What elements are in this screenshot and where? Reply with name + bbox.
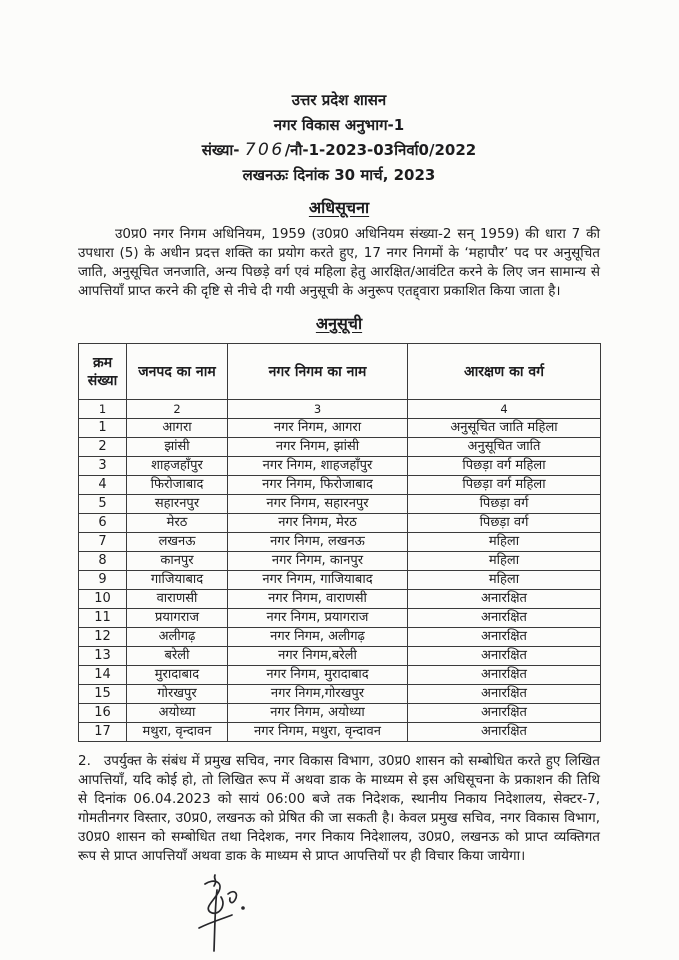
cell-serial: 6 — [79, 514, 127, 533]
cell-district: बरेली — [127, 647, 228, 666]
cell-serial: 3 — [79, 457, 127, 476]
table-row — [79, 438, 601, 457]
cell-serial: 8 — [79, 552, 127, 571]
table-row — [79, 533, 601, 552]
reference-number-handwritten: 706 — [244, 140, 285, 160]
cell-reservation: अनुसूचित जाति — [408, 438, 601, 457]
cell-corporation: नगर निगम, वाराणसी — [228, 590, 408, 609]
cell-corporation: नगर निगम, फिरोजाबाद — [228, 476, 408, 495]
table-row — [79, 609, 601, 628]
closing-paragraph — [78, 752, 600, 866]
cell-serial: 1 — [79, 419, 127, 438]
reference-suffix: /नौ-1-2023-03निर्वा0/2022 — [284, 141, 477, 159]
cell-district: कानपुर — [127, 552, 228, 571]
cell-district: सहारनपुर — [127, 495, 228, 514]
cell-reservation: पिछड़ा वर्ग — [408, 514, 601, 533]
cell-corporation: नगर निगम, कानपुर — [228, 552, 408, 571]
cell-serial: 12 — [79, 628, 127, 647]
cell-reservation: अनारक्षित — [408, 685, 601, 704]
table-row — [79, 457, 601, 476]
col-header-district: जनपद का नाम — [127, 344, 228, 400]
cell-district: प्रयागराज — [127, 609, 228, 628]
cell-corporation: नगर निगम, प्रयागराज — [228, 609, 408, 628]
cell-corporation: नगर निगम, आगरा — [228, 419, 408, 438]
department-section: नगर विकास अनुभाग-1 — [273, 116, 405, 134]
cell-corporation: नगर निगम, अयोध्या — [228, 704, 408, 723]
notification-paragraph: उ0प्र0 नगर निगम अधिनियम, 1959 (उ0प्र0 अधिनियम संख्या-2 सन् 1959) की धारा 7 की उपधारा (5) के अधीन प्रदत्त शक्ति का प्रयोग करते हुए, 17 नगर निगमों के ‘महापौर’ पद पर अनुसूचित जाति, अनुसूचित जनजाति, अन्य पिछड़े वर्ग एवं महिला हेतु आरक्षित/आवंटित करने के लिए जन सामान्य से आपत्तियाँ प्राप्त करने की दृष्टि से नीचे दी गयी अनुसूची के अनुरूप एतद्द्वारा प्रकाशित किया जाता है। — [78, 226, 600, 299]
place-date-line: लखनऊः दिनांक 30 मार्च, 2023 — [242, 166, 436, 184]
cell-reservation: महिला — [408, 571, 601, 590]
government-name: उत्तर प्रदेश शासन — [291, 91, 387, 109]
cell-reservation: अनारक्षित — [408, 723, 601, 742]
cell-reservation: अनारक्षित — [408, 647, 601, 666]
cell-corporation: नगर निगम,गोरखपुर — [228, 685, 408, 704]
col-header-corporation: नगर निगम का नाम — [228, 344, 408, 400]
cell-district: मेरठ — [127, 514, 228, 533]
cell-corporation: नगर निगम, गाजियाबाद — [228, 571, 408, 590]
cell-district: झांसी — [127, 438, 228, 457]
table-row — [79, 514, 601, 533]
closing-paragraph-text: उपर्युक्त के संबंध में प्रमुख सचिव, नगर विकास विभाग, उ0प्र0 शासन को सम्बोधित करते हुए लिखित आपत्तियाँ, यदि कोई हो, तो लिखित रूप में अथवा डाक के माध्यम से इस अधिसूचना के प्रकाशन की तिथि से दिनांक 06.04.2023 को सायं 06:00 बजे तक निदेशक, स्थानीय निकाय निदेशालय, सेक्टर-7, गोमतीनगर विस्तार, उ0प्र0, लखनऊ को प्रेषित की जा सकती है। केवल प्रमुख सचिव, नगर विकास विभाग, उ0प्र0 शासन को सम्बोधित तथा निदेशक, नगर निकाय निदेशालय, उ0प्र0, लखनऊ को प्राप्त व्यक्तिगत रूप से प्राप्त आपत्तियाँ अथवा डाक के माध्यम से प्राप्त आपत्तियों पर ही विचार किया जायेगा। — [78, 753, 600, 864]
col-header-serial: क्रम संख्या — [79, 344, 127, 400]
cell-corporation: नगर निगम, शाहजहाँपुर — [228, 457, 408, 476]
cell-corporation: नगर निगम, अलीगढ़ — [228, 628, 408, 647]
notification-heading: अधिसूचना — [308, 198, 370, 217]
cell-corporation: नगर निगम, सहारनपुर — [228, 495, 408, 514]
table-row — [79, 495, 601, 514]
table-row — [79, 590, 601, 609]
schedule-heading: अनुसूची — [315, 314, 363, 333]
cell-serial: 16 — [79, 704, 127, 723]
table-header-row — [79, 344, 601, 400]
letterhead — [78, 88, 600, 188]
cell-reservation: महिला — [408, 552, 601, 571]
column-number: 1 — [79, 400, 127, 419]
cell-serial: 2 — [79, 438, 127, 457]
cell-reservation: पिछड़ा वर्ग महिला — [408, 457, 601, 476]
column-number: 4 — [408, 400, 601, 419]
column-number: 3 — [228, 400, 408, 419]
cell-district: अलीगढ़ — [127, 628, 228, 647]
cell-reservation: पिछड़ा वर्ग महिला — [408, 476, 601, 495]
table-row — [79, 476, 601, 495]
reference-prefix: संख्या- — [201, 141, 245, 159]
cell-serial: 14 — [79, 666, 127, 685]
table-row — [79, 704, 601, 723]
cell-corporation: नगर निगम, मुरादाबाद — [228, 666, 408, 685]
cell-district: शाहजहाँपुर — [127, 457, 228, 476]
cell-district: आगरा — [127, 419, 228, 438]
table-row — [79, 571, 601, 590]
cell-serial: 7 — [79, 533, 127, 552]
table-row — [79, 666, 601, 685]
cell-district: वाराणसी — [127, 590, 228, 609]
cell-serial: 5 — [79, 495, 127, 514]
table-row — [79, 647, 601, 666]
cell-corporation: नगर निगम, मेरठ — [228, 514, 408, 533]
cell-district: गाजियाबाद — [127, 571, 228, 590]
cell-district: लखनऊ — [127, 533, 228, 552]
cell-district: मुरादाबाद — [127, 666, 228, 685]
schedule-table — [78, 343, 601, 742]
cell-serial: 4 — [79, 476, 127, 495]
cell-district: फिरोजाबाद — [127, 476, 228, 495]
table-row — [79, 628, 601, 647]
cell-reservation: अनारक्षित — [408, 666, 601, 685]
reference-number-line — [78, 138, 600, 163]
cell-reservation: महिला — [408, 533, 601, 552]
cell-serial: 15 — [79, 685, 127, 704]
cell-reservation: अनारक्षित — [408, 609, 601, 628]
col-header-reservation: आरक्षण का वर्ग — [408, 344, 601, 400]
table-row — [79, 552, 601, 571]
cell-serial: 10 — [79, 590, 127, 609]
column-number-row — [79, 400, 601, 419]
paragraph-number: 2. — [78, 753, 91, 769]
cell-reservation: अनारक्षित — [408, 704, 601, 723]
table-row — [79, 723, 601, 742]
cell-district: गोरखपुर — [127, 685, 228, 704]
table-row — [79, 419, 601, 438]
handwritten-signature — [184, 871, 600, 959]
table-row — [79, 685, 601, 704]
cell-reservation: अनुसूचित जाति महिला — [408, 419, 601, 438]
cell-reservation: पिछड़ा वर्ग — [408, 495, 601, 514]
cell-serial: 17 — [79, 723, 127, 742]
cell-serial: 13 — [79, 647, 127, 666]
cell-corporation: नगर निगम, झांसी — [228, 438, 408, 457]
cell-serial: 9 — [79, 571, 127, 590]
cell-corporation: नगर निगम, मथुरा, वृन्दावन — [228, 723, 408, 742]
cell-serial: 11 — [79, 609, 127, 628]
cell-reservation: अनारक्षित — [408, 590, 601, 609]
cell-district: अयोध्या — [127, 704, 228, 723]
cell-district: मथुरा, वृन्दावन — [127, 723, 228, 742]
column-number: 2 — [127, 400, 228, 419]
signature-scribble-icon — [184, 871, 262, 959]
cell-corporation: नगर निगम, लखनऊ — [228, 533, 408, 552]
cell-corporation: नगर निगम,बरेली — [228, 647, 408, 666]
cell-reservation: अनारक्षित — [408, 628, 601, 647]
